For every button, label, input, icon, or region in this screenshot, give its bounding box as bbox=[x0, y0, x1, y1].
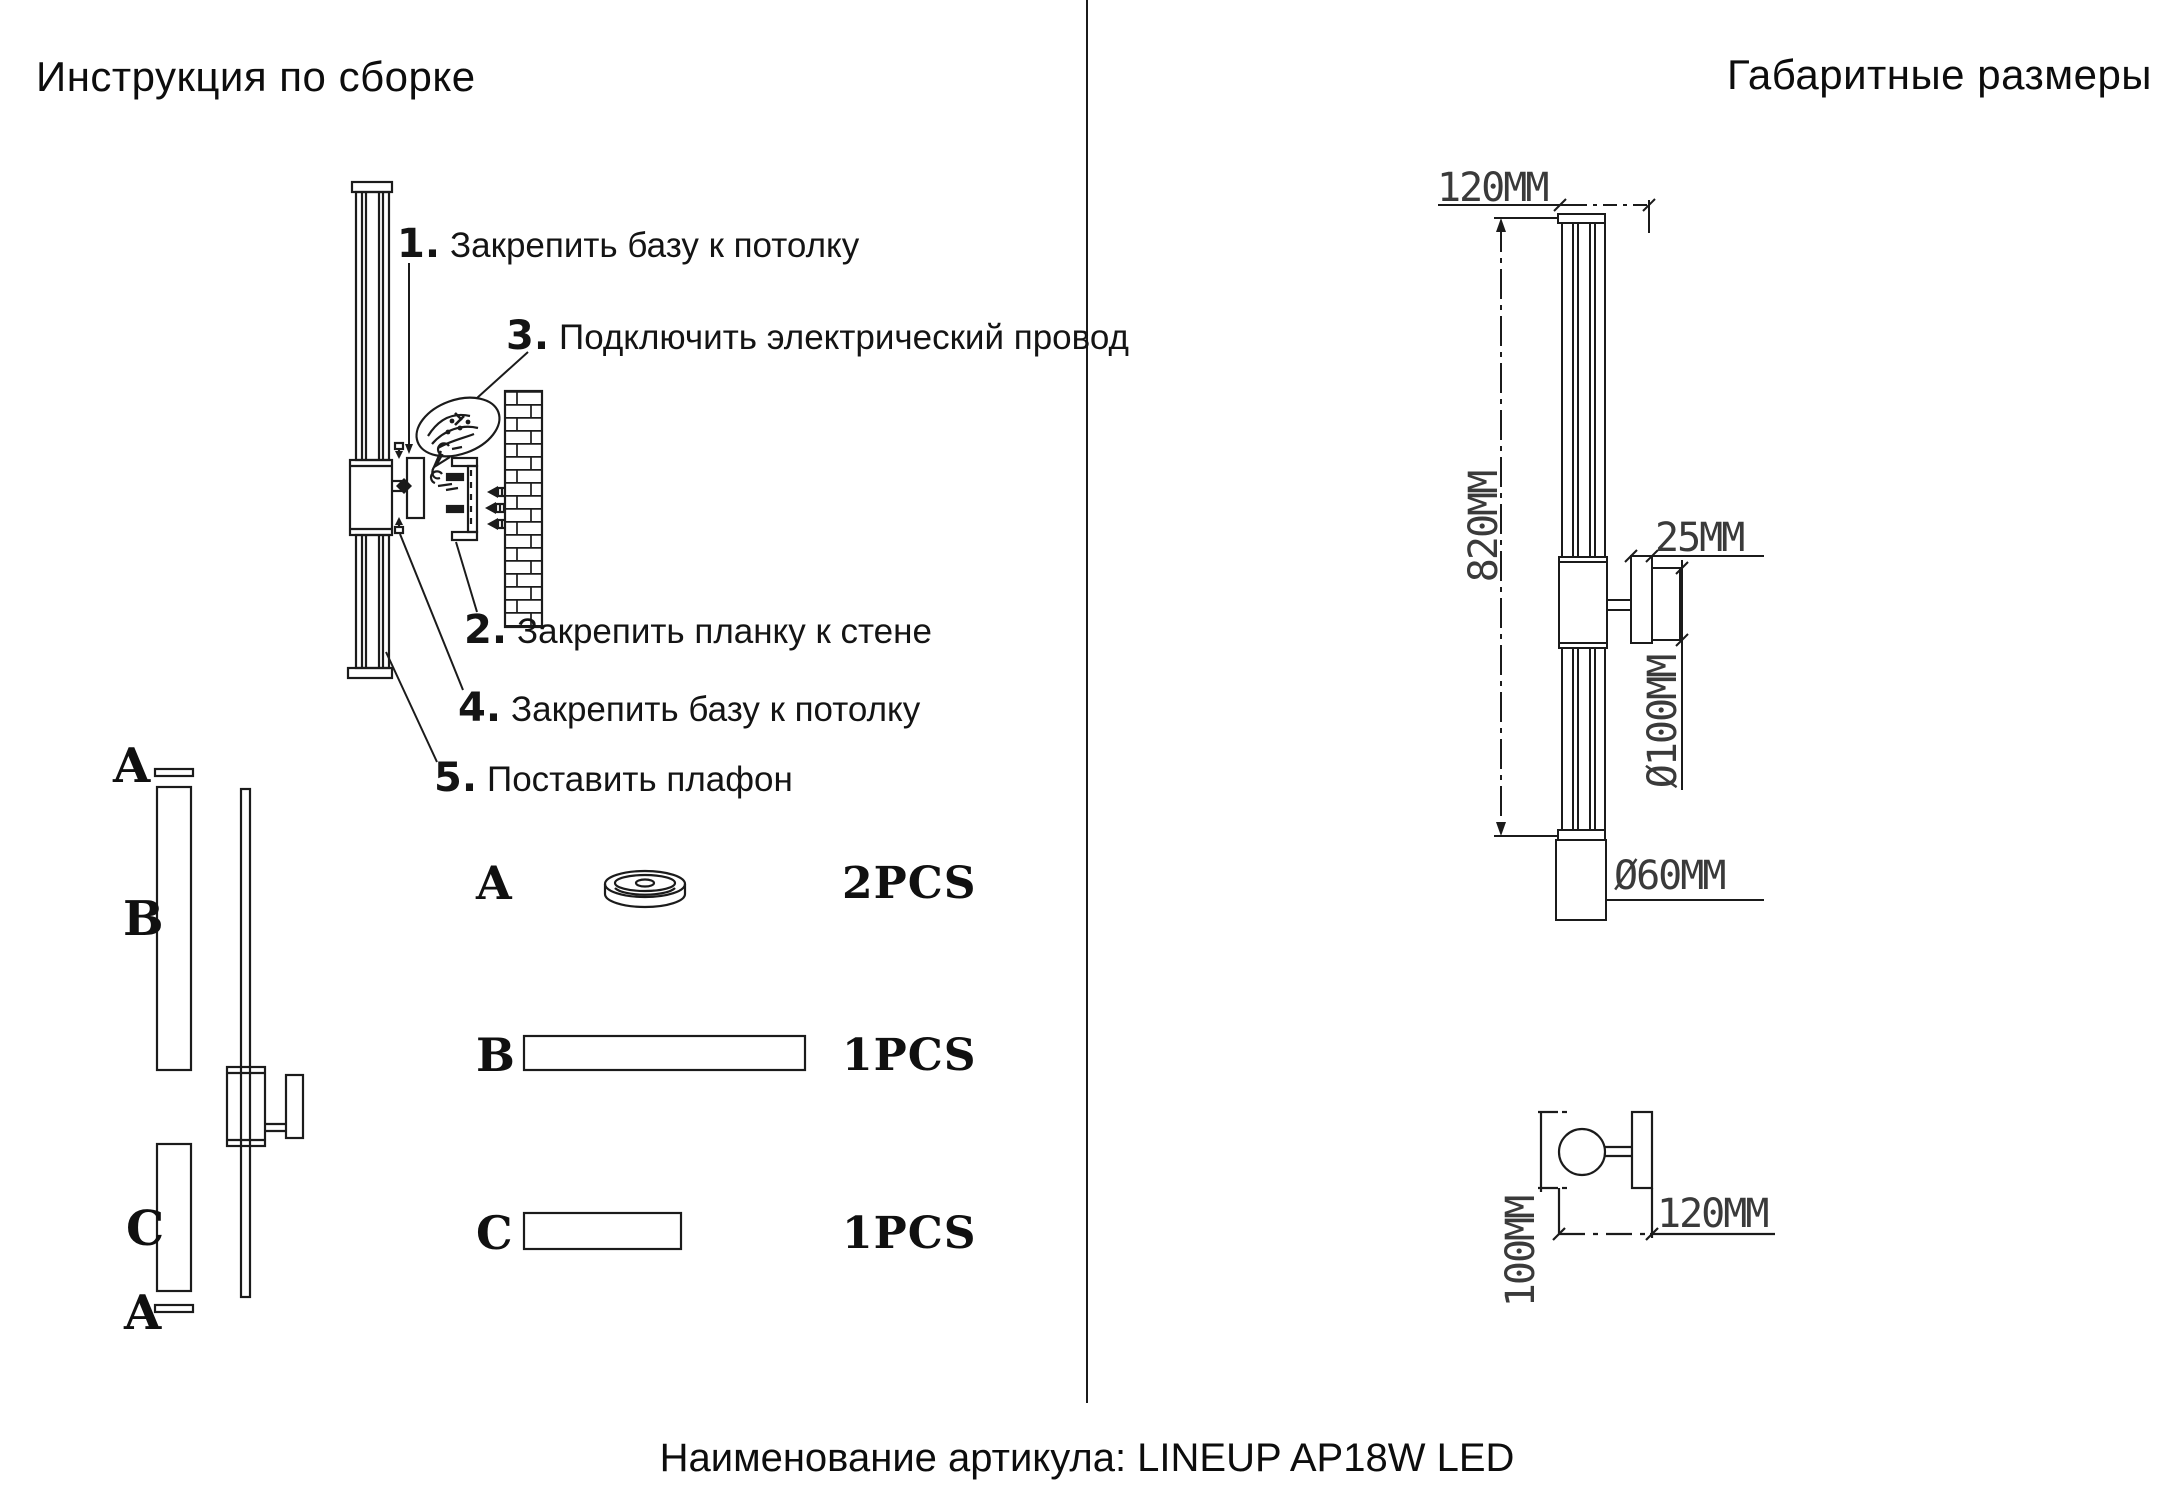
part-row-b-qty: 1PCS bbox=[842, 1030, 977, 1081]
exploded-label-a-top: A bbox=[113, 738, 151, 794]
parts-list-drawings bbox=[524, 871, 805, 1249]
part-c-tube bbox=[524, 1213, 681, 1249]
step-4-number: 4. bbox=[458, 685, 502, 731]
dim-side-height-label: 100MM bbox=[1498, 1196, 1544, 1308]
step-5 bbox=[434, 755, 793, 801]
step-4 bbox=[458, 685, 921, 731]
step-2 bbox=[464, 607, 932, 653]
dim-cup-depth-label: 25MM bbox=[1655, 515, 1744, 561]
step-5-number: 5. bbox=[434, 755, 478, 801]
exploded-label-a-bottom: A bbox=[124, 1285, 162, 1341]
part-b-tube bbox=[524, 1036, 805, 1070]
exploded-label-c: C bbox=[126, 1201, 165, 1257]
part-row-a-label: A bbox=[476, 856, 512, 910]
assembly-lamp-drawing bbox=[348, 182, 542, 762]
part-row-c-qty: 1PCS bbox=[842, 1208, 977, 1259]
dim-shade-diameter-label: Ø60MM bbox=[1614, 853, 1725, 899]
step-3 bbox=[506, 313, 1129, 359]
step-1 bbox=[397, 221, 860, 267]
step-5-label: Поставить плафон bbox=[487, 760, 793, 799]
part-row-b-label: B bbox=[476, 1028, 515, 1082]
brick-wall bbox=[505, 391, 542, 627]
step-2-number: 2. bbox=[464, 607, 508, 653]
step-3-number: 3. bbox=[506, 313, 550, 359]
exploded-view-drawing bbox=[155, 769, 303, 1312]
article-name: Наименование артикула: LINEUP AP18W LED bbox=[659, 1436, 1515, 1480]
step-2-label: Закрепить планку к стене bbox=[517, 612, 932, 651]
step-1-number: 1. bbox=[397, 221, 441, 267]
step-4-label: Закрепить базу к потолку bbox=[511, 690, 921, 729]
part-a-ring bbox=[605, 871, 685, 907]
page-title-left: Инструкция по сборке bbox=[36, 53, 476, 100]
page-title-right: Габаритные размеры bbox=[1727, 51, 2152, 98]
part-row-a-qty: 2PCS bbox=[842, 858, 977, 909]
dim-cup-diameter-label: Ø100MM bbox=[1640, 655, 1686, 789]
dim-height-label: 820MM bbox=[1461, 471, 1507, 583]
exploded-label-b: B bbox=[123, 891, 164, 947]
step-1-label: Закрепить базу к потолку bbox=[450, 226, 860, 265]
step-3-label: Подключить электрический провод bbox=[559, 318, 1129, 357]
dim-side-width-label: 120MM bbox=[1657, 1191, 1768, 1237]
part-row-c-label: C bbox=[476, 1206, 513, 1260]
dim-top-width-label: 120MM bbox=[1437, 165, 1548, 211]
